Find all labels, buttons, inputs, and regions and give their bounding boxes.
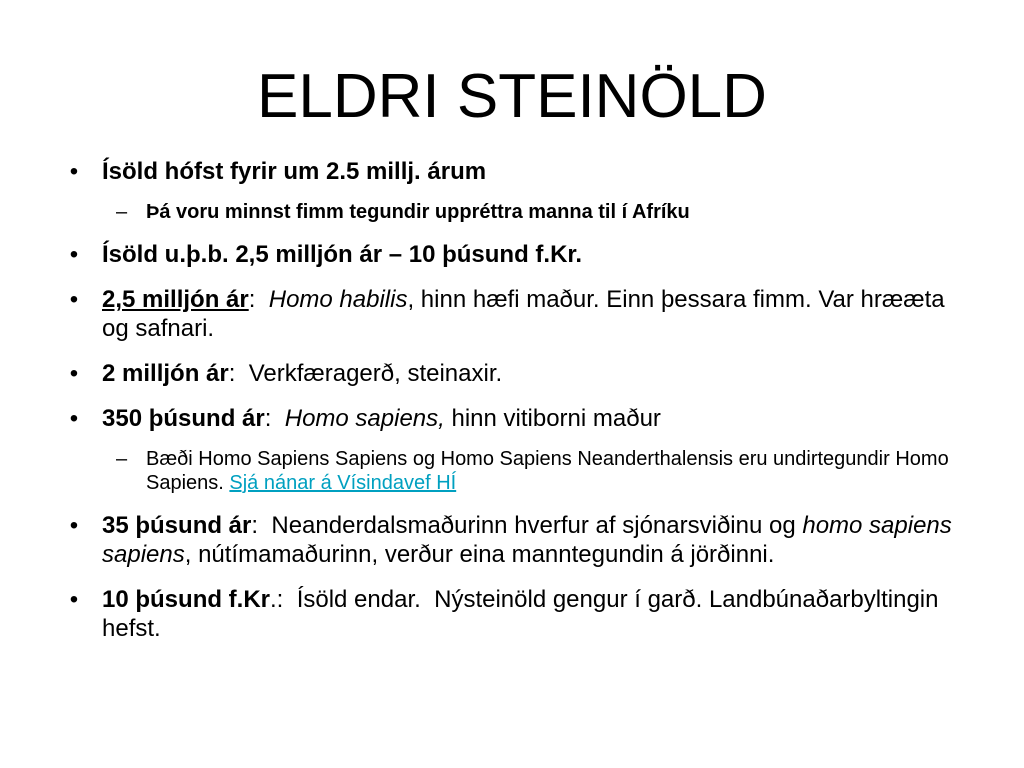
bullet-text: Ísöld hófst fyrir um 2.5 millj. árum bbox=[102, 158, 487, 185]
species-name: Homo sapiens, bbox=[284, 405, 445, 432]
bullet-icon: • bbox=[69, 512, 79, 539]
bullet-item-4 bbox=[64, 359, 964, 388]
bullet-text: Ísöld u.þ.b. 2,5 milljón ár – 10 þúsund f.Kr. bbox=[102, 241, 583, 268]
bullet-text: : Verkfæragerð, steinaxir. bbox=[228, 360, 503, 387]
bullet-item-2 bbox=[64, 240, 964, 269]
bullet-icon: • bbox=[69, 286, 79, 313]
slide-body bbox=[64, 157, 964, 659]
dash-icon: – bbox=[116, 201, 128, 223]
bullet-icon: • bbox=[69, 405, 79, 432]
species-name: homo sapiens sapiens bbox=[102, 512, 952, 568]
bullet-heading: 35 þúsund ár bbox=[102, 512, 252, 539]
bullet-heading: 10 þúsund f.Kr bbox=[102, 586, 271, 613]
sub-item-2 bbox=[64, 447, 964, 495]
bullet-icon: • bbox=[69, 241, 79, 268]
bullet-text: , hinn hæfi maður. Einn þessara fimm. Var hrææta og safnari. bbox=[102, 286, 945, 342]
bullet-icon: • bbox=[69, 586, 79, 613]
bullet-item-1 bbox=[64, 157, 964, 186]
bullet-separator: : bbox=[248, 286, 269, 313]
sub-item-1 bbox=[64, 200, 964, 224]
species-name: Homo habilis bbox=[268, 286, 408, 313]
bullet-text: : Neanderdalsmaðurinn hverfur af sjónarsviðinu og bbox=[251, 512, 803, 539]
bullet-separator: : bbox=[264, 405, 285, 432]
sub-text: Þá voru minnst fimm tegundir uppréttra manna til í Afríku bbox=[146, 201, 690, 223]
bullet-heading: 350 þúsund ár bbox=[102, 405, 265, 432]
bullet-icon: • bbox=[69, 158, 79, 185]
bullet-text: .: Ísöld endar. Nýsteinöld gengur í garð. Landbúnaðarbyltingin hefst. bbox=[102, 586, 946, 642]
bullet-item-3 bbox=[64, 285, 964, 343]
visindavefur-link[interactable]: Sjá nánar á Vísindavef HÍ bbox=[229, 472, 457, 494]
bullet-text-end: , nútímamaðurinn, verður eina manntegundin á jörðinni. bbox=[184, 541, 775, 568]
sub-text: Bæði Homo Sapiens Sapiens og Homo Sapiens Neanderthalensis eru undirtegundir Homo Sapiens. bbox=[146, 448, 949, 494]
bullet-item-6 bbox=[64, 511, 964, 569]
bullet-heading: 2 milljón ár bbox=[102, 360, 229, 387]
slide-title: ELDRI STEINÖLD bbox=[257, 62, 767, 131]
bullet-item-7 bbox=[64, 585, 964, 643]
bullet-heading: 2,5 milljón ár bbox=[102, 286, 249, 313]
bullet-item-5 bbox=[64, 404, 964, 433]
dash-icon: – bbox=[116, 448, 128, 470]
bullet-icon: • bbox=[69, 360, 79, 387]
bullet-text: hinn vitiborni maður bbox=[444, 405, 661, 432]
